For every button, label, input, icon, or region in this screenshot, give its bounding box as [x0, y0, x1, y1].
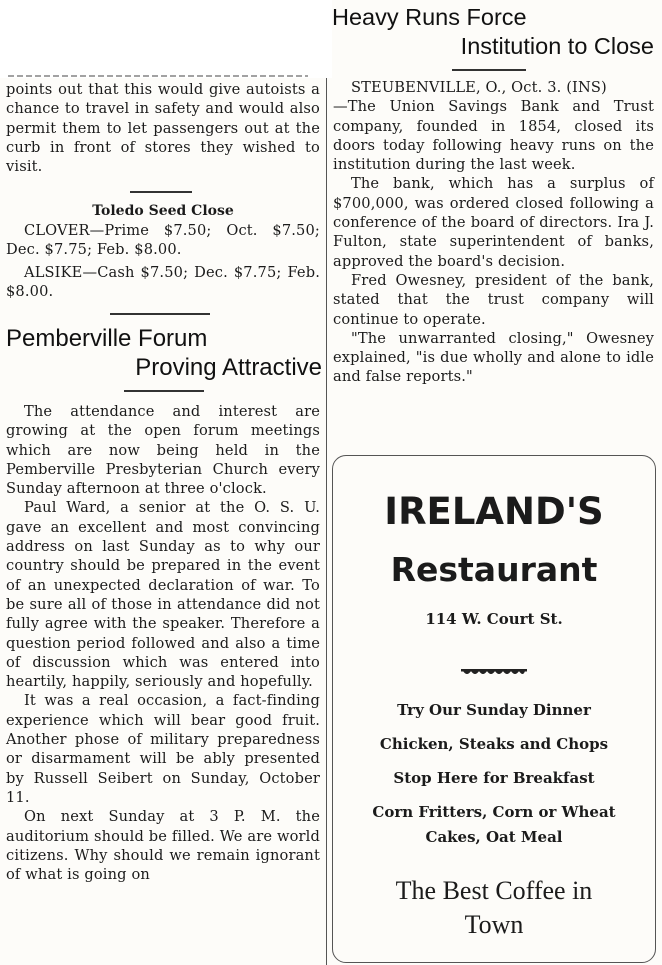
ad-line-fritters: Corn Fritters, Corn or Wheat — [372, 803, 616, 821]
seed-alsike-line: ALSIKE—Cash $7.50; Dec. $7.75; Feb. $8.00. — [6, 264, 320, 301]
ad-line-breakfast: Stop Here for Breakfast — [393, 769, 595, 787]
forum-paragraph: It was a real occasion, a fact-finding experience which will bear good fruit. Another phose of military preparedness or disarmament will be ably presented by Russell Seibert on Sunday, October 11. — [6, 692, 320, 806]
forum-headline-line2: Proving Attractive — [135, 354, 322, 381]
top-paragraph: points out that this would give autoists a chance to travel in safety and would also permit them to let passengers out at the curb in front of stores they wished to visit. — [6, 81, 320, 176]
bank-paragraph: "The unwarranted closing," Owesney explained, "is due wholly and alone to idle and false reports." — [333, 329, 654, 386]
ad-restaurant-name: IRELAND'S — [384, 490, 604, 533]
ad-address: 114 W. Court St. — [425, 610, 563, 628]
bank-headline-line1: Heavy Runs Force — [332, 4, 527, 30]
right-column — [327, 0, 662, 965]
bank-headline — [332, 3, 654, 61]
ad-line-sunday-dinner: Try Our Sunday Dinner — [397, 701, 591, 719]
forum-body — [0, 402, 326, 884]
ad-restaurant-type: Restaurant — [390, 550, 598, 589]
left-column — [0, 0, 326, 965]
bank-headline-line2: Institution to Close — [460, 33, 654, 59]
ad-coffee-line1: The Best Coffee in — [395, 876, 593, 905]
restaurant-ad — [332, 455, 656, 963]
seed-clover-line: CLOVER—Prime $7.50; Oct. $7.50; Dec. $7.75; Feb. $8.00. — [6, 222, 320, 259]
forum-headline — [6, 324, 322, 382]
ornament-icon — [461, 669, 527, 677]
cut-text-line — [8, 72, 308, 78]
seed-section-title: Toledo Seed Close — [92, 203, 234, 219]
bank-paragraph: The bank, which has a surplus of $700,000, was ordered closed following a conference of the board of directors. Ira J. Fulton, state superintendent of banks, approved the board's decision. — [333, 175, 654, 270]
headline-rule — [124, 390, 204, 392]
bank-dateline: STEUBENVILLE, O., Oct. 3. (INS) — [351, 79, 607, 96]
bank-paragraph: Fred Owesney, president of the bank, stated that the trust company will continue to operate. — [333, 271, 654, 328]
ad-line-cakes: Cakes, Oat Meal — [425, 828, 563, 846]
forum-paragraph: The attendance and interest are growing at the open forum meetings which are now being held in the Pemberville Presbyterian Church every Sunday afternoon at three o'clock. — [6, 403, 320, 498]
section-rule — [110, 313, 210, 315]
bank-body — [327, 78, 662, 387]
section-rule — [130, 191, 192, 193]
ornament-divider — [461, 662, 527, 670]
ad-coffee-line2: Town — [464, 910, 524, 939]
headline-rule — [452, 69, 526, 71]
forum-headline-line1: Pemberville Forum — [6, 325, 208, 352]
forum-paragraph: On next Sunday at 3 P. M. the auditorium should be filled. We are world citizens. Why should we remain ignorant of what is going on — [6, 808, 320, 884]
ad-line-menu: Chicken, Steaks and Chops — [379, 735, 609, 753]
bank-paragraph: —The Union Savings Bank and Trust company, founded in 1854, closed its doors today following heavy runs on the institution during the last week. — [333, 98, 654, 174]
forum-paragraph: Paul Ward, a senior at the O. S. U. gave an excellent and most convincing address on last Sunday as to why our country should be prepared in the event of an unexpected declaration of war. To be sure all of those in attendance did not fully agree with the speaker. Therefore a question period followed and also a time of discussion which was entered into heartily, happily, seriously and hopefully. — [6, 499, 320, 691]
